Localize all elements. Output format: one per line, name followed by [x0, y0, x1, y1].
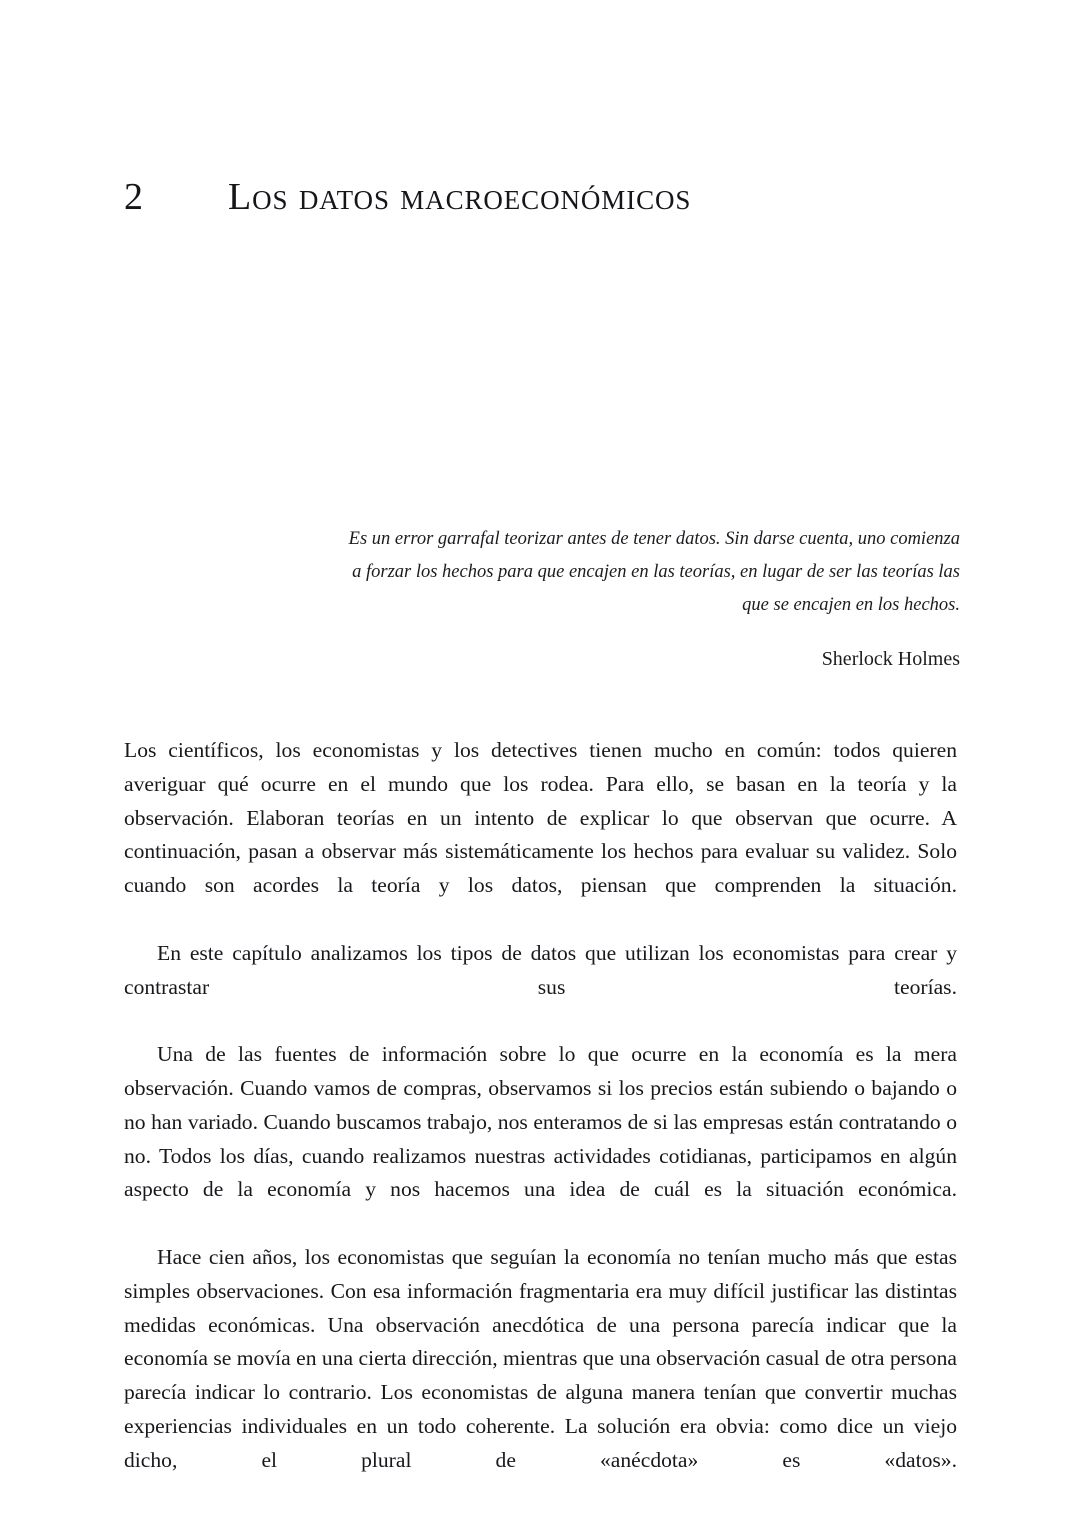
paragraph: Los científicos, los economistas y los detectives tienen mucho en común: todos quieren averiguar qué ocurre en el mundo que los rodea. Para ello, se basan en la teoría y la observación. Elaboran teorías en un intento de explicar lo que observan que ocurre. A continuación, pasan a observar más sistemáticamente los hechos para evaluar su validez. Solo cuando son acordes la teoría y los datos, piensan que comprenden la situación.: [124, 738, 957, 898]
chapter-heading: [124, 178, 964, 216]
chapter-title: los datos macroeconómicos: [228, 176, 692, 218]
body-text: [124, 734, 957, 1511]
paragraph: En este capítulo analizamos los tipos de datos que utilizan los economistas para crear y contrastar sus teorías.: [124, 940, 957, 999]
chapter-number: 2: [124, 176, 143, 218]
epigraph-text: Es un error garrafal teorizar antes de tener datos. Sin darse cuenta, uno comienza a forzar los hechos para que encajen en las teorías, en lugar de ser las teorías las que se encajen en los hechos.: [348, 529, 960, 615]
epigraph-attribution: Sherlock Holmes: [821, 648, 960, 670]
paragraph: Hace cien años, los economistas que seguían la economía no tenían mucho más que estas simples observaciones. Con esa información fragmentaria era muy difícil justificar las distintas medidas económicas. Una observación anecdótica de una persona parecía indicar que la economía se movía en una cierta dirección, mientras que una observación casual de otra persona parecía indicar lo contrario. Los economistas de alguna manera tenían que convertir muchas experiencias individuales en un todo coherente. La solución era obvia: como dice un viejo dicho, el plural de «anécdota» es «datos».: [124, 1244, 957, 1472]
paragraph: Una de las fuentes de información sobre lo que ocurre en la economía es la mera observación. Cuando vamos de compras, observamos si los precios están subiendo o bajando o no han variado. Cuando buscamos trabajo, nos enteramos de si las empresas están contratando o no. Todos los días, cuando realizamos nuestras actividades cotidianas, participamos en algún aspecto de la economía y nos hacemos una idea de cuál es la situación económica.: [124, 1042, 957, 1202]
epigraph-quote: [336, 523, 960, 622]
